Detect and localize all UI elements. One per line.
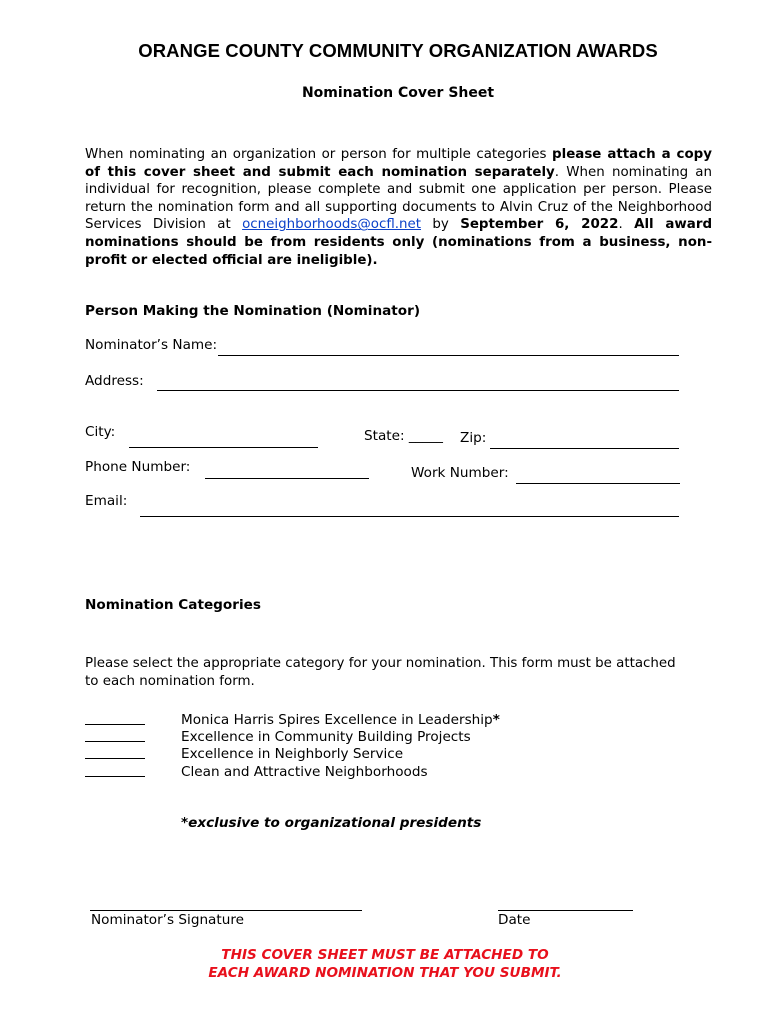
nominator-name-label: Nominator’s Name: (85, 337, 218, 353)
intro-text: by (421, 217, 461, 233)
category-label: Excellence in Community Building Projects (181, 729, 471, 745)
address-label: Address: (85, 373, 144, 389)
zip-label: Zip: (460, 430, 487, 446)
date-label: Date (498, 912, 531, 928)
category-name: Monica Harris Spires Excellence in Leadership (181, 712, 493, 728)
warning-line: THIS COVER SHEET MUST BE ATTACHED TO (221, 947, 549, 963)
date-field[interactable] (498, 910, 633, 911)
page-subtitle: Nomination Cover Sheet (301, 85, 495, 101)
category-label: Clean and Attractive Neighborhoods (181, 764, 428, 780)
intro-emphasis: please attach a copy of this cover sheet and submit each nomination separately (85, 147, 712, 180)
intro-paragraph (85, 146, 712, 269)
signature-field[interactable] (90, 910, 362, 911)
category-label: Excellence in Neighborly Service (181, 746, 404, 762)
email-label: Email: (85, 493, 128, 509)
intro-text: . (618, 217, 635, 233)
address-field[interactable] (157, 390, 679, 391)
phone-label: Phone Number: (85, 459, 191, 475)
checkbox-blank[interactable] (85, 741, 145, 742)
category-option[interactable] (85, 729, 565, 747)
warning-line: EACH AWARD NOMINATION THAT YOU SUBMIT. (208, 965, 562, 981)
category-label (181, 712, 500, 728)
email-field[interactable] (140, 516, 679, 517)
city-field[interactable] (129, 447, 318, 448)
phone-field[interactable] (205, 478, 369, 479)
checkbox-blank[interactable] (85, 758, 145, 759)
intro-text: When nominating an organization or person for multiple categories (85, 147, 553, 162)
exclusive-note: *exclusive to organizational presidents (181, 815, 482, 831)
nominator-heading: Person Making the Nomination (Nominator) (85, 303, 421, 319)
category-asterisk: * (492, 712, 500, 728)
intro-text: . When nominating an individual for recognition, please complete and submit one application per person. Please return the nomination form and all supporting documents to Alvin Cruz of the Neighborhood Services Division at (85, 164, 712, 233)
category-option[interactable] (85, 746, 565, 764)
categories-instructions: Please select the appropriate category for your nomination. This form must be attached to each nomination form. (85, 656, 676, 689)
city-label: City: (85, 424, 116, 440)
nominator-name-field[interactable] (218, 355, 679, 356)
state-label[interactable]: State: _____ (364, 428, 443, 444)
checkbox-blank[interactable] (85, 724, 145, 725)
categories-heading: Nomination Categories (85, 597, 261, 613)
eligibility-note: All award nominations should be from residents only (nominations from a business, non-profit or elected official are ineligible). (85, 217, 713, 268)
checkbox-blank[interactable] (85, 776, 145, 777)
category-option[interactable] (85, 764, 565, 782)
zip-field[interactable] (490, 448, 679, 449)
page-title: ORANGE COUNTY COMMUNITY ORGANIZATION AWARDS (138, 40, 658, 61)
work-number-field[interactable] (516, 483, 680, 484)
cover-sheet-warning (0, 946, 770, 982)
email-link[interactable]: ocneighborhoods@ocfl.net (242, 217, 422, 233)
category-option[interactable] (85, 712, 565, 730)
signature-label: Nominator’s Signature (91, 912, 244, 928)
work-number-label: Work Number: (411, 465, 509, 481)
deadline-date: September 6, 2022 (460, 217, 619, 233)
